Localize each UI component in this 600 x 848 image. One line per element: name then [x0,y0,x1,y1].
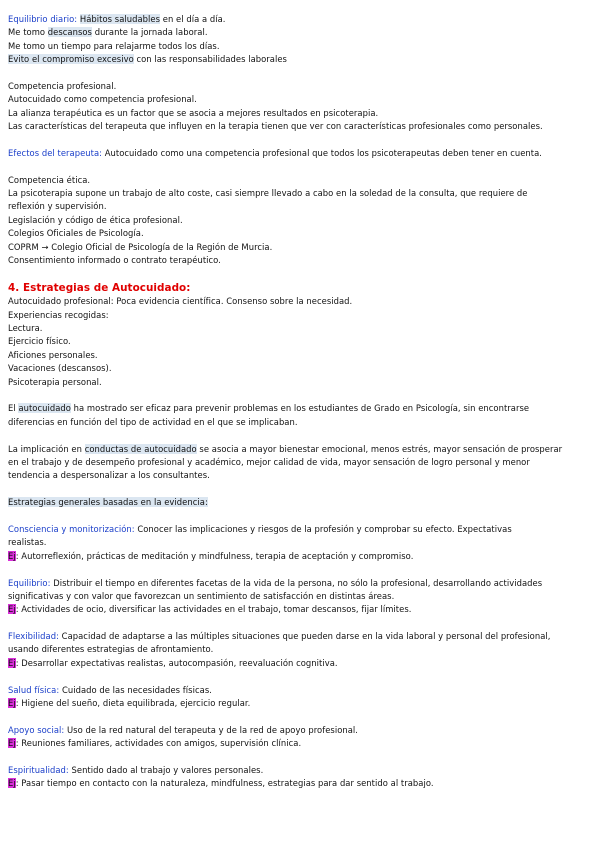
text-line: en el trabajo y de desempeño profesional y académico, mejor calidad de vida, mayor sensación de logro personal y menor [8,457,530,467]
text-line: Colegios Oficiales de Psicología. [8,228,144,239]
highlight-conductas: conductas de autocuidado [84,443,197,454]
strategy-flexibilidad [8,630,600,670]
strategy-label: Salud física: [8,684,60,695]
text-line [8,402,600,415]
text-line [8,523,600,536]
text: El [8,403,19,414]
spacer [8,389,600,402]
ej-label: Ej [8,657,16,668]
text-line: Legislación y código de ética profesional. [8,214,183,225]
text: Autocuidado como una competencia profesional que todos los psicoterapeutas deben tener en cuenta. [102,147,543,158]
text-line: usando diferentes estrategias de afrontamiento. [8,644,214,655]
text-line [8,684,600,697]
efectos-line [8,147,600,160]
text-line [8,724,600,737]
text-line [8,577,600,590]
paragraph-eficaz [8,402,600,429]
estrategias-title-line [8,496,600,509]
text: : Pasar tiempo en contacto con la naturaleza, mindfulness, estrategias para dar sentido al trabajo. [15,778,434,789]
spacer [8,429,600,442]
text: ha mostrado ser eficaz para prevenir problemas en los estudiantes de Grado en Psicología, sin encontrarse [70,403,530,414]
strategy-label: Flexibilidad: [8,631,59,642]
example-line [8,657,600,670]
text: Uso de la red natural del terapeuta y de la red de apoyo profesional. [64,724,359,735]
spacer [8,510,600,523]
text: Cuidado de las necesidades físicas. [59,684,212,695]
text: : Reuniones familiares, actividades con amigos, supervisión clínica. [15,738,302,749]
strategy-label: Apoyo social: [8,724,65,735]
ej-label: Ej [8,604,16,615]
text: : Desarrollar expectativas realistas, autocompasión, reevaluación cognitiva. [15,657,338,668]
list-item: Aficiones personales. [8,349,98,360]
strategy-consciencia [8,523,600,563]
example-line [8,697,600,710]
strategy-equilibrio [8,577,600,617]
text-line: diferencias en función del tipo de actividad en el que se implicaban. [8,416,298,427]
list-item: Experiencias recogidas: [8,309,109,320]
ej-label: Ej [8,698,16,709]
text-line: Competencia ética. [8,174,91,185]
ej-label: Ej [8,738,16,749]
highlight-habitos: Hábitos saludables [79,14,161,24]
list-item: Ejercicio físico. [8,336,71,347]
spacer [8,483,600,496]
list-item: Vacaciones (descansos). [8,363,112,374]
text-line: Autocuidado como competencia profesional. [8,94,197,105]
example-line [8,737,600,750]
example-line [8,777,600,790]
spacer [8,670,600,683]
text-line: La alianza terapéutica es un factor que se asocia a mejores resultados en psicoterapia. [8,107,379,118]
highlight-autocuidado: autocuidado [18,403,71,414]
strategy-label: Espiritualidad: [8,764,69,775]
text: : Autorreflexión, prácticas de meditación y mindfulness, terapia de aceptación y compromiso. [15,550,414,561]
autocuidado-list [8,295,600,389]
spacer [8,563,600,576]
text: en el día a día. [160,14,226,24]
list-item: Psicoterapia personal. [8,376,102,387]
list-item: Autocuidado profesional: Poca evidencia científica. Consenso sobre la necesidad. [8,296,353,307]
text-line: significativas y con valor que favorezcan un sentimiento de satisfacción en distintas áreas. [8,590,395,601]
text-line: COPRM → Colegio Oficial de Psicología de la Región de Murcia. [8,241,273,252]
text-line: Las características del terapeuta que influyen en la terapia tienen que ver con características profesionales como personales. [8,121,543,132]
text: con las responsabilidades laborales [133,54,287,65]
example-line [8,550,600,563]
text: : Higiene del sueño, dieta equilibrada, ejercicio regular. [15,698,251,709]
spacer [8,710,600,723]
text-line: reflexión y supervisión. [8,201,107,212]
text-line: tendencia a despersonalizar a los consultantes. [8,470,210,481]
text-line: La psicoterapia supone un trabajo de alto coste, casi siempre llevado a cabo en la soledad de la consulta, que requiere de [8,188,528,199]
text: Me tomo [8,27,48,38]
efectos-label: Efectos del terapeuta: [8,147,103,158]
text-line [8,53,600,66]
paragraph-implicacion [8,443,600,483]
text-line [8,630,600,643]
text: Capacidad de adaptarse a las múltiples situaciones que pueden darse en la vida laboral y personal del profesional, [58,631,551,642]
strategy-apoyo-social [8,724,600,751]
spacer [8,267,600,280]
equilibrio-diario-label: Equilibrio diario: [8,14,78,24]
spacer [8,134,600,147]
text: La implicación en [8,443,85,454]
text-line: realistas. [8,537,47,548]
competencia-profesional-block [8,80,600,134]
spacer [8,67,600,80]
text: Conocer las implicaciones y riesgos de la profesión y comprobar su efecto. Expectativas [134,523,512,534]
estrategias-title: Estrategias generales basadas en la evidencia: [8,497,208,508]
strategy-espiritualidad [8,764,600,791]
ej-label: Ej [8,778,16,789]
text-line [8,26,600,39]
section-heading: 4. Estrategias de Autocuidado: [8,281,191,294]
highlight-descansos: descansos [47,27,92,38]
text: Distribuir el tiempo en diferentes facetas de la vida de la persona, no sólo la profesional, desarrollando actividades [50,577,543,588]
competencia-etica-block [8,174,600,268]
spacer [8,751,600,764]
strategy-label: Equilibrio: [8,577,51,588]
text-line: Competencia profesional. [8,80,117,91]
text-line [8,443,600,456]
strategy-label: Consciencia y monitorización: [8,523,135,534]
text-line: Me tomo un tiempo para relajarme todos los días. [8,40,220,51]
strategy-salud-fisica [8,684,600,711]
text: Sentido dado al trabajo y valores personales. [68,764,264,775]
example-line [8,603,600,616]
ej-label: Ej [8,550,16,561]
text: durante la jornada laboral. [91,27,208,38]
text-line: Consentimiento informado o contrato terapéutico. [8,255,221,266]
text: se asocia a mayor bienestar emocional, menos estrés, mayor sensación de prosperar [196,443,563,454]
spacer [8,160,600,173]
text-line [8,764,600,777]
list-item: Lectura. [8,323,43,334]
text: : Actividades de ocio, diversificar las actividades en el trabajo, tomar descansos, fijar límites. [15,604,412,615]
highlight-compromiso: Evito el compromiso excesivo [8,54,134,65]
equilibrio-diario-line [8,13,600,26]
spacer [8,617,600,630]
